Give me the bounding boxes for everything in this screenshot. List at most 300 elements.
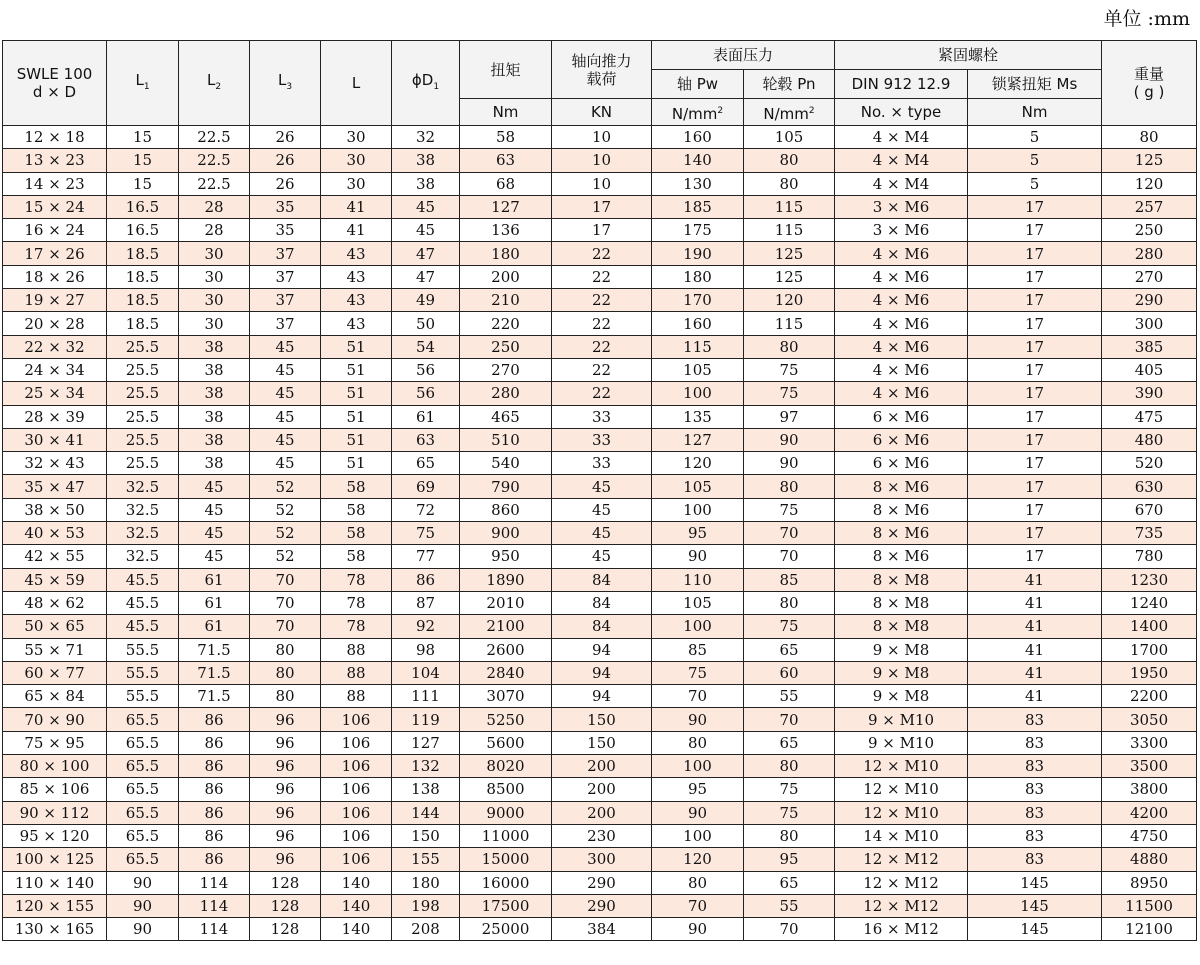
cell-d1: 155 (392, 848, 460, 871)
cell-torque: 68 (460, 172, 552, 195)
cell-ms: 41 (968, 661, 1102, 684)
cell-weight: 735 (1102, 522, 1197, 545)
cell-l1: 55.5 (107, 638, 179, 661)
cell-l1: 65.5 (107, 778, 179, 801)
cell-pw: 127 (652, 428, 744, 451)
cell-pn: 115 (744, 219, 835, 242)
cell-l1: 65.5 (107, 824, 179, 847)
cell-weight: 125 (1102, 149, 1197, 172)
cell-l: 51 (321, 358, 392, 381)
cell-l3: 45 (250, 382, 321, 405)
cell-ms: 17 (968, 242, 1102, 265)
cell-l1: 16.5 (107, 195, 179, 218)
cell-l1: 65.5 (107, 731, 179, 754)
cell-pw: 120 (652, 848, 744, 871)
cell-size: 48 × 62 (3, 591, 107, 614)
header-l2-label: L (206, 70, 216, 89)
cell-d1: 72 (392, 498, 460, 521)
cell-pw: 100 (652, 498, 744, 521)
header-l3-sub: 3 (286, 81, 293, 92)
cell-l2: 86 (179, 778, 250, 801)
cell-size: 85 × 106 (3, 778, 107, 801)
cell-l2: 28 (179, 219, 250, 242)
cell-size: 16 × 24 (3, 219, 107, 242)
cell-l1: 55.5 (107, 685, 179, 708)
cell-l: 41 (321, 195, 392, 218)
cell-ms: 145 (968, 871, 1102, 894)
cell-weight: 4200 (1102, 801, 1197, 824)
table-row (3, 848, 1197, 871)
cell-d1: 138 (392, 778, 460, 801)
cell-l1: 90 (107, 918, 179, 941)
cell-torque: 127 (460, 195, 552, 218)
cell-bolt: 12 × M10 (835, 801, 968, 824)
cell-l3: 96 (250, 778, 321, 801)
table-row (3, 126, 1197, 149)
cell-bolt: 6 × M6 (835, 405, 968, 428)
cell-l3: 26 (250, 149, 321, 172)
cell-l: 106 (321, 824, 392, 847)
cell-bolt: 12 × M12 (835, 871, 968, 894)
cell-d1: 208 (392, 918, 460, 941)
cell-pn: 120 (744, 289, 835, 312)
cell-l1: 16.5 (107, 219, 179, 242)
cell-size: 28 × 39 (3, 405, 107, 428)
cell-pn: 65 (744, 731, 835, 754)
cell-bolt: 9 × M10 (835, 708, 968, 731)
header-l (321, 41, 392, 126)
cell-torque: 5250 (460, 708, 552, 731)
cell-l3: 96 (250, 708, 321, 731)
cell-ms: 17 (968, 312, 1102, 335)
cell-l3: 52 (250, 475, 321, 498)
table-row (3, 172, 1197, 195)
cell-l3: 52 (250, 498, 321, 521)
cell-pn: 70 (744, 522, 835, 545)
cell-l2: 38 (179, 452, 250, 475)
cell-l: 58 (321, 498, 392, 521)
cell-l2: 45 (179, 475, 250, 498)
cell-size: 60 × 77 (3, 661, 107, 684)
cell-ms: 83 (968, 778, 1102, 801)
header-axial-unit: KN (552, 99, 652, 126)
cell-torque: 11000 (460, 824, 552, 847)
header-model-label: SWLE 100 (16, 65, 93, 83)
cell-pn: 97 (744, 405, 835, 428)
cell-l3: 96 (250, 755, 321, 778)
cell-pn: 75 (744, 498, 835, 521)
cell-pn: 70 (744, 918, 835, 941)
cell-d1: 56 (392, 358, 460, 381)
cell-ms: 41 (968, 685, 1102, 708)
cell-size: 15 × 24 (3, 195, 107, 218)
cell-l2: 30 (179, 312, 250, 335)
cell-l3: 80 (250, 638, 321, 661)
cell-l: 78 (321, 568, 392, 591)
cell-weight: 4880 (1102, 848, 1197, 871)
cell-axial: 45 (552, 545, 652, 568)
cell-axial: 290 (552, 894, 652, 917)
cell-bolt: 4 × M6 (835, 358, 968, 381)
cell-ms: 17 (968, 405, 1102, 428)
cell-l3: 52 (250, 545, 321, 568)
cell-ms: 83 (968, 824, 1102, 847)
cell-l2: 86 (179, 801, 250, 824)
table-row (3, 149, 1197, 172)
table-row (3, 731, 1197, 754)
cell-l1: 65.5 (107, 755, 179, 778)
cell-l3: 128 (250, 894, 321, 917)
cell-d1: 50 (392, 312, 460, 335)
cell-weight: 11500 (1102, 894, 1197, 917)
cell-pn: 70 (744, 708, 835, 731)
cell-torque: 540 (460, 452, 552, 475)
cell-l3: 96 (250, 848, 321, 871)
cell-axial: 10 (552, 149, 652, 172)
cell-pw: 115 (652, 335, 744, 358)
cell-pn: 125 (744, 242, 835, 265)
cell-d1: 63 (392, 428, 460, 451)
header-l3-label: L (277, 70, 287, 89)
cell-weight: 475 (1102, 405, 1197, 428)
cell-l1: 65.5 (107, 801, 179, 824)
header-bolt-unit: No. × type (835, 99, 968, 126)
cell-pn: 115 (744, 312, 835, 335)
cell-l: 106 (321, 778, 392, 801)
cell-axial: 384 (552, 918, 652, 941)
cell-l2: 61 (179, 615, 250, 638)
cell-bolt: 8 × M6 (835, 475, 968, 498)
cell-l3: 37 (250, 312, 321, 335)
cell-pn: 105 (744, 126, 835, 149)
cell-bolt: 12 × M12 (835, 848, 968, 871)
cell-l: 106 (321, 801, 392, 824)
table-body (3, 126, 1197, 941)
cell-d1: 77 (392, 545, 460, 568)
cell-l: 106 (321, 755, 392, 778)
cell-size: 18 × 26 (3, 265, 107, 288)
cell-pn: 75 (744, 382, 835, 405)
cell-l3: 70 (250, 591, 321, 614)
cell-weight: 80 (1102, 126, 1197, 149)
cell-l2: 71.5 (179, 638, 250, 661)
header-l1 (107, 41, 179, 126)
cell-ms: 17 (968, 545, 1102, 568)
header-model (3, 41, 107, 126)
cell-axial: 94 (552, 638, 652, 661)
cell-ms: 17 (968, 335, 1102, 358)
cell-d1: 87 (392, 591, 460, 614)
cell-l: 51 (321, 405, 392, 428)
table-row (3, 591, 1197, 614)
cell-pn: 95 (744, 848, 835, 871)
cell-l1: 25.5 (107, 405, 179, 428)
cell-l: 51 (321, 382, 392, 405)
cell-d1: 47 (392, 265, 460, 288)
table-row (3, 428, 1197, 451)
cell-l3: 45 (250, 335, 321, 358)
cell-d1: 61 (392, 405, 460, 428)
cell-weight: 290 (1102, 289, 1197, 312)
cell-axial: 290 (552, 871, 652, 894)
table-row (3, 358, 1197, 381)
cell-weight: 300 (1102, 312, 1197, 335)
cell-l: 30 (321, 149, 392, 172)
cell-l1: 90 (107, 894, 179, 917)
cell-d1: 65 (392, 452, 460, 475)
cell-pw: 95 (652, 522, 744, 545)
cell-pw: 170 (652, 289, 744, 312)
cell-bolt: 4 × M4 (835, 126, 968, 149)
cell-bolt: 12 × M10 (835, 755, 968, 778)
cell-l1: 15 (107, 149, 179, 172)
cell-l: 88 (321, 638, 392, 661)
cell-pw: 100 (652, 615, 744, 638)
cell-weight: 1950 (1102, 661, 1197, 684)
cell-l: 78 (321, 591, 392, 614)
cell-ms: 145 (968, 894, 1102, 917)
header-model-sub: d × D (32, 83, 77, 101)
cell-l3: 80 (250, 685, 321, 708)
cell-d1: 180 (392, 871, 460, 894)
cell-d1: 75 (392, 522, 460, 545)
cell-pn: 65 (744, 638, 835, 661)
cell-torque: 465 (460, 405, 552, 428)
cell-l3: 37 (250, 289, 321, 312)
cell-pw: 120 (652, 452, 744, 475)
cell-l3: 128 (250, 918, 321, 941)
cell-pw: 100 (652, 755, 744, 778)
cell-bolt: 4 × M6 (835, 312, 968, 335)
cell-weight: 480 (1102, 428, 1197, 451)
cell-ms: 41 (968, 591, 1102, 614)
cell-l3: 26 (250, 172, 321, 195)
header-weight-line1: 重量 (1134, 65, 1165, 83)
cell-weight: 120 (1102, 172, 1197, 195)
cell-l2: 38 (179, 358, 250, 381)
cell-ms: 17 (968, 475, 1102, 498)
cell-pn: 80 (744, 824, 835, 847)
cell-bolt: 4 × M4 (835, 149, 968, 172)
table-row (3, 918, 1197, 941)
cell-size: 65 × 84 (3, 685, 107, 708)
cell-axial: 150 (552, 708, 652, 731)
cell-axial: 200 (552, 778, 652, 801)
header-axial-line2: 载荷 (586, 69, 617, 88)
cell-ms: 41 (968, 638, 1102, 661)
cell-torque: 8500 (460, 778, 552, 801)
table-row (3, 242, 1197, 265)
cell-axial: 45 (552, 498, 652, 521)
cell-pw: 90 (652, 918, 744, 941)
cell-weight: 250 (1102, 219, 1197, 242)
cell-l: 78 (321, 615, 392, 638)
cell-axial: 45 (552, 522, 652, 545)
cell-bolt: 8 × M6 (835, 498, 968, 521)
cell-d1: 150 (392, 824, 460, 847)
cell-l1: 65.5 (107, 708, 179, 731)
cell-l2: 86 (179, 731, 250, 754)
cell-ms: 17 (968, 219, 1102, 242)
cell-l2: 38 (179, 382, 250, 405)
cell-l1: 65.5 (107, 848, 179, 871)
cell-pw: 90 (652, 708, 744, 731)
table-row (3, 335, 1197, 358)
cell-pn: 80 (744, 755, 835, 778)
cell-pw: 185 (652, 195, 744, 218)
cell-l1: 45.5 (107, 591, 179, 614)
cell-pw: 85 (652, 638, 744, 661)
cell-axial: 22 (552, 335, 652, 358)
cell-l3: 45 (250, 405, 321, 428)
cell-l2: 45 (179, 522, 250, 545)
cell-l1: 32.5 (107, 498, 179, 521)
header-pn-unit-sup: 2 (808, 105, 815, 116)
cell-size: 80 × 100 (3, 755, 107, 778)
cell-axial: 200 (552, 755, 652, 778)
header-shaft-pw: 轴 Pw (652, 70, 744, 99)
cell-ms: 17 (968, 428, 1102, 451)
cell-axial: 94 (552, 661, 652, 684)
cell-size: 95 × 120 (3, 824, 107, 847)
cell-l: 30 (321, 126, 392, 149)
cell-ms: 83 (968, 801, 1102, 824)
cell-pn: 80 (744, 149, 835, 172)
cell-pn: 75 (744, 778, 835, 801)
cell-pw: 105 (652, 475, 744, 498)
cell-size: 25 × 34 (3, 382, 107, 405)
cell-l2: 28 (179, 195, 250, 218)
cell-ms: 83 (968, 755, 1102, 778)
cell-ms: 17 (968, 265, 1102, 288)
cell-size: 19 × 27 (3, 289, 107, 312)
cell-l: 106 (321, 731, 392, 754)
cell-l2: 114 (179, 894, 250, 917)
cell-l: 51 (321, 335, 392, 358)
table-row (3, 894, 1197, 917)
cell-pw: 110 (652, 568, 744, 591)
header-l3 (250, 41, 321, 126)
cell-pn: 80 (744, 172, 835, 195)
cell-l1: 90 (107, 871, 179, 894)
cell-weight: 405 (1102, 358, 1197, 381)
cell-pn: 65 (744, 871, 835, 894)
cell-torque: 950 (460, 545, 552, 568)
cell-weight: 280 (1102, 242, 1197, 265)
cell-weight: 8950 (1102, 871, 1197, 894)
cell-bolt: 12 × M10 (835, 778, 968, 801)
cell-d1: 98 (392, 638, 460, 661)
cell-l: 30 (321, 172, 392, 195)
cell-d1: 49 (392, 289, 460, 312)
cell-torque: 15000 (460, 848, 552, 871)
cell-torque: 8020 (460, 755, 552, 778)
cell-bolt: 4 × M6 (835, 265, 968, 288)
cell-axial: 200 (552, 801, 652, 824)
cell-l2: 22.5 (179, 172, 250, 195)
cell-bolt: 8 × M6 (835, 522, 968, 545)
cell-bolt: 4 × M6 (835, 289, 968, 312)
cell-l1: 32.5 (107, 475, 179, 498)
table-row (3, 312, 1197, 335)
cell-weight: 385 (1102, 335, 1197, 358)
cell-pn: 70 (744, 545, 835, 568)
table-row (3, 824, 1197, 847)
cell-size: 24 × 34 (3, 358, 107, 381)
cell-l: 43 (321, 289, 392, 312)
header-torque: 扭矩 (460, 41, 552, 99)
cell-l3: 26 (250, 126, 321, 149)
cell-l3: 35 (250, 219, 321, 242)
cell-l: 88 (321, 661, 392, 684)
cell-l: 51 (321, 452, 392, 475)
cell-l2: 86 (179, 848, 250, 871)
table-row (3, 382, 1197, 405)
header-weight-line2: ( g ) (1133, 83, 1165, 101)
cell-bolt: 9 × M8 (835, 661, 968, 684)
cell-l2: 22.5 (179, 126, 250, 149)
cell-size: 120 × 155 (3, 894, 107, 917)
header-bolts: 紧固螺栓 (835, 41, 1102, 70)
cell-weight: 4750 (1102, 824, 1197, 847)
cell-pn: 75 (744, 801, 835, 824)
cell-bolt: 8 × M8 (835, 615, 968, 638)
cell-bolt: 16 × M12 (835, 918, 968, 941)
header-l-label: L (351, 74, 361, 92)
cell-weight: 1230 (1102, 568, 1197, 591)
table-row (3, 778, 1197, 801)
cell-pn: 55 (744, 685, 835, 708)
cell-ms: 41 (968, 615, 1102, 638)
cell-bolt: 6 × M6 (835, 428, 968, 451)
cell-pn: 80 (744, 591, 835, 614)
cell-l: 106 (321, 848, 392, 871)
cell-l2: 71.5 (179, 661, 250, 684)
header-pn-unit (744, 99, 835, 126)
cell-torque: 180 (460, 242, 552, 265)
cell-l1: 18.5 (107, 265, 179, 288)
cell-l: 88 (321, 685, 392, 708)
cell-torque: 17500 (460, 894, 552, 917)
cell-axial: 84 (552, 591, 652, 614)
cell-ms: 17 (968, 522, 1102, 545)
cell-torque: 250 (460, 335, 552, 358)
cell-pw: 160 (652, 312, 744, 335)
cell-pn: 60 (744, 661, 835, 684)
cell-bolt: 12 × M12 (835, 894, 968, 917)
cell-bolt: 4 × M6 (835, 335, 968, 358)
cell-pw: 180 (652, 265, 744, 288)
cell-l1: 25.5 (107, 428, 179, 451)
cell-d1: 32 (392, 126, 460, 149)
cell-torque: 2840 (460, 661, 552, 684)
cell-torque: 16000 (460, 871, 552, 894)
cell-size: 90 × 112 (3, 801, 107, 824)
cell-bolt: 8 × M8 (835, 568, 968, 591)
cell-l2: 45 (179, 545, 250, 568)
cell-size: 130 × 165 (3, 918, 107, 941)
cell-size: 42 × 55 (3, 545, 107, 568)
cell-l2: 22.5 (179, 149, 250, 172)
cell-l3: 52 (250, 522, 321, 545)
cell-l: 58 (321, 545, 392, 568)
cell-size: 70 × 90 (3, 708, 107, 731)
header-pw-unit-sup: 2 (717, 105, 724, 116)
table-row (3, 661, 1197, 684)
cell-pw: 80 (652, 871, 744, 894)
cell-ms: 83 (968, 708, 1102, 731)
cell-pw: 70 (652, 894, 744, 917)
